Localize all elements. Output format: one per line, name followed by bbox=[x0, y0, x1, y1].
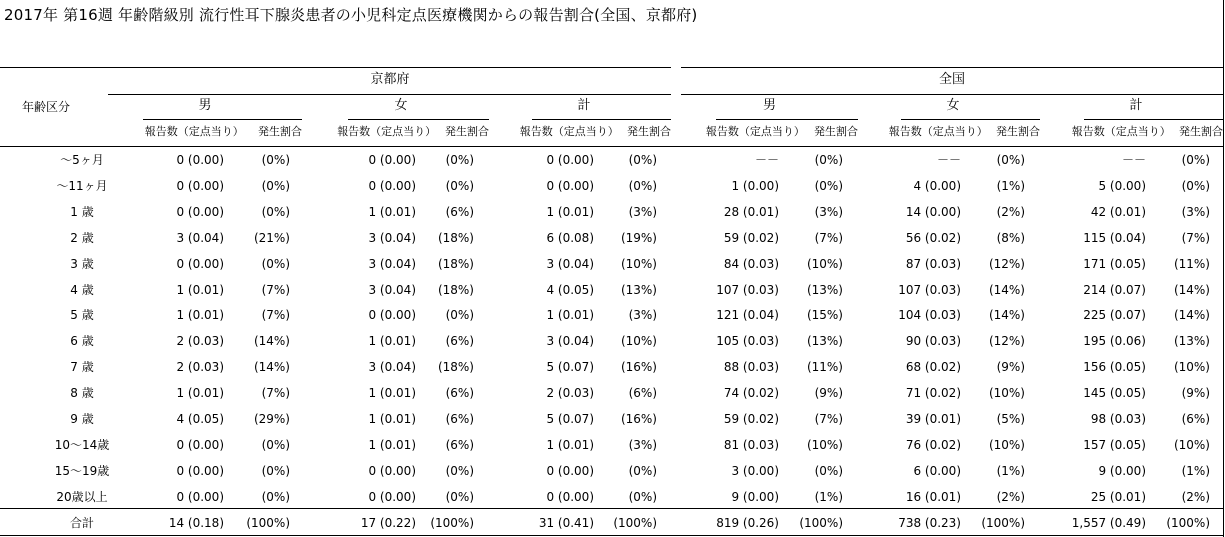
rule-sex-kyoto-0 bbox=[143, 119, 302, 120]
table-row-10-rate-kyoto-0: (29%) bbox=[253, 412, 290, 426]
sex-header-kyoto-2: 計 bbox=[577, 98, 591, 113]
region-header-kyoto: 京都府 bbox=[370, 72, 410, 87]
table-row-0-count-kyoto-2: 0 (0.00) bbox=[546, 153, 594, 167]
table-row-13-rate-national-2: (2%) bbox=[1181, 489, 1210, 504]
table-row-3-rate-national-0: (7%) bbox=[814, 230, 843, 245]
table-row-11-rate-kyoto-1: (6%) bbox=[445, 437, 474, 452]
table-row-total-rate-national-1: (100%) bbox=[981, 516, 1025, 530]
rule-sex-kyoto-2 bbox=[532, 119, 671, 120]
table-row-11-count-kyoto-0: 0 (0.00) bbox=[176, 437, 224, 452]
table-row-13-rate-national-0: (1%) bbox=[814, 489, 843, 504]
table-row-2-rate-kyoto-2: (3%) bbox=[628, 204, 657, 219]
rule-top-kyoto bbox=[0, 67, 671, 68]
table-row-9-count-national-0: 74 (0.02) bbox=[723, 386, 779, 401]
table-row-13-rate-kyoto-2: (0%) bbox=[628, 489, 657, 504]
table-row-10-count-kyoto-0: 4 (0.05) bbox=[176, 412, 224, 426]
table-row-6-count-kyoto-1: 0 (0.00) bbox=[368, 308, 416, 323]
table-row-5-rate-kyoto-1: (18%) bbox=[437, 282, 474, 297]
table-row-3-count-national-2: 115 (0.04) bbox=[1083, 230, 1146, 245]
table-row-6-count-national-0: 121 (0.04) bbox=[716, 308, 779, 323]
rule-sex-kyoto-1 bbox=[348, 119, 489, 120]
table-row-10-rate-kyoto-2: (16%) bbox=[620, 412, 657, 426]
table-row-0-count-national-2: －－ bbox=[1121, 153, 1146, 167]
subheader-count-kyoto-0: 報告数（定点当り） bbox=[144, 125, 244, 138]
table-row-total-count-kyoto-2: 31 (0.41) bbox=[538, 516, 594, 530]
table-row-4-count-kyoto-0: 0 (0.00) bbox=[176, 256, 224, 271]
table-row-3-count-national-1: 56 (0.02) bbox=[905, 230, 961, 245]
table-row-6-rate-kyoto-1: (0%) bbox=[445, 308, 474, 323]
subheader-rate-national-1: 発生割合 bbox=[996, 125, 1040, 138]
table-row-12-count-national-2: 9 (0.00) bbox=[1098, 463, 1146, 478]
table-row-8-count-kyoto-0: 2 (0.03) bbox=[176, 360, 224, 375]
table-row-8-count-kyoto-2: 5 (0.07) bbox=[546, 360, 594, 375]
table-row-7-age: 6 歳 bbox=[70, 334, 94, 349]
table-row-0-rate-national-2: (0%) bbox=[1181, 153, 1210, 167]
table-row-4-count-national-0: 84 (0.03) bbox=[723, 256, 779, 271]
table-row-total-rate-national-2: (100%) bbox=[1166, 516, 1210, 530]
subheader-count-national-2: 報告数（定点当り） bbox=[1071, 125, 1171, 138]
table-row-2-count-kyoto-0: 0 (0.00) bbox=[176, 204, 224, 219]
subheader-rate-national-2: 発生割合 bbox=[1179, 125, 1223, 138]
table-row-2-count-kyoto-2: 1 (0.01) bbox=[546, 204, 594, 219]
table-row-1-rate-national-0: (0%) bbox=[814, 178, 843, 193]
table-row-1-rate-kyoto-0: (0%) bbox=[261, 178, 290, 193]
table-row-11-rate-national-0: (10%) bbox=[806, 437, 843, 452]
table-row-4-age: 3 歳 bbox=[70, 256, 94, 271]
table-row-12-rate-kyoto-1: (0%) bbox=[445, 463, 474, 478]
table-row-0-age: ～5ヶ月 bbox=[60, 153, 104, 167]
region-header-national: 全国 bbox=[938, 72, 966, 87]
table-row-0-rate-kyoto-0: (0%) bbox=[261, 153, 290, 167]
table-row-4-rate-kyoto-2: (10%) bbox=[620, 256, 657, 271]
table-row-3-count-national-0: 59 (0.02) bbox=[723, 230, 779, 245]
table-row-11-count-national-0: 81 (0.03) bbox=[723, 437, 779, 452]
table-row-3-rate-national-2: (7%) bbox=[1181, 230, 1210, 245]
table-row-12-count-kyoto-2: 0 (0.00) bbox=[546, 463, 594, 478]
table-row-10-count-kyoto-2: 5 (0.07) bbox=[546, 412, 594, 426]
table-row-9-count-kyoto-0: 1 (0.01) bbox=[176, 386, 224, 401]
table-row-11-rate-national-1: (10%) bbox=[988, 437, 1025, 452]
table-row-9-count-national-1: 71 (0.02) bbox=[905, 386, 961, 401]
table-row-12-rate-national-0: (0%) bbox=[814, 463, 843, 478]
row-header-age: 年齢区分 bbox=[21, 100, 71, 114]
subheader-rate-kyoto-1: 発生割合 bbox=[445, 125, 489, 138]
table-row-0-rate-national-0: (0%) bbox=[814, 153, 843, 167]
table-row-0-rate-kyoto-1: (0%) bbox=[445, 153, 474, 167]
table-row-1-count-kyoto-1: 0 (0.00) bbox=[368, 178, 416, 193]
table-row-10-rate-kyoto-1: (6%) bbox=[445, 412, 474, 426]
table-row-10-age: 9 歳 bbox=[70, 412, 94, 426]
table-row-10-rate-national-2: (6%) bbox=[1181, 412, 1210, 426]
table-row-5-count-kyoto-2: 4 (0.05) bbox=[546, 282, 594, 297]
table-row-12-count-national-1: 6 (0.00) bbox=[913, 463, 961, 478]
table-row-9-rate-national-2: (9%) bbox=[1181, 386, 1210, 401]
rule-sex-national-4 bbox=[901, 119, 1040, 120]
rule-region-national bbox=[681, 94, 1223, 95]
table-row-2-rate-kyoto-1: (6%) bbox=[445, 204, 474, 219]
table-row-6-rate-kyoto-2: (3%) bbox=[628, 308, 657, 323]
table-row-4-rate-national-2: (11%) bbox=[1173, 256, 1210, 271]
table-row-5-count-kyoto-0: 1 (0.01) bbox=[176, 282, 224, 297]
table-row-5-rate-national-0: (13%) bbox=[806, 282, 843, 297]
table-row-13-age: 20歳以上 bbox=[56, 489, 108, 504]
rule-sex-national-3 bbox=[716, 119, 858, 120]
table-row-7-count-kyoto-0: 2 (0.03) bbox=[176, 334, 224, 349]
table-row-9-rate-national-0: (9%) bbox=[814, 386, 843, 401]
sex-header-kyoto-0: 男 bbox=[198, 98, 212, 113]
table-row-4-rate-national-0: (10%) bbox=[806, 256, 843, 271]
rule-total-top bbox=[0, 508, 1223, 509]
table-row-5-rate-national-2: (14%) bbox=[1173, 282, 1210, 297]
table-row-8-rate-national-2: (10%) bbox=[1173, 360, 1210, 375]
table-row-12-count-kyoto-1: 0 (0.00) bbox=[368, 463, 416, 478]
right-border bbox=[1223, 0, 1224, 537]
table-row-5-age: 4 歳 bbox=[70, 282, 94, 297]
table-row-4-rate-national-1: (12%) bbox=[988, 256, 1025, 271]
table-row-total-rate-kyoto-2: (100%) bbox=[613, 516, 657, 530]
table-row-8-count-national-1: 68 (0.02) bbox=[905, 360, 961, 375]
table-row-total-rate-kyoto-0: (100%) bbox=[246, 516, 290, 530]
table-row-2-rate-national-2: (3%) bbox=[1181, 204, 1210, 219]
table-row-total-count-kyoto-1: 17 (0.22) bbox=[360, 516, 416, 530]
table-row-7-count-kyoto-1: 1 (0.01) bbox=[368, 334, 416, 349]
table-row-4-rate-kyoto-0: (0%) bbox=[261, 256, 290, 271]
table-row-12-age: 15～19歳 bbox=[54, 463, 110, 478]
table-row-5-rate-kyoto-2: (13%) bbox=[620, 282, 657, 297]
table-row-13-rate-national-1: (2%) bbox=[996, 489, 1025, 504]
table-row-13-rate-kyoto-1: (0%) bbox=[445, 489, 474, 504]
table-row-8-rate-kyoto-0: (14%) bbox=[253, 360, 290, 375]
table-row-9-age: 8 歳 bbox=[70, 386, 94, 401]
table-row-5-count-national-1: 107 (0.03) bbox=[898, 282, 961, 297]
subheader-count-national-1: 報告数（定点当り） bbox=[888, 125, 988, 138]
table-row-9-rate-kyoto-1: (6%) bbox=[445, 386, 474, 401]
table-row-1-count-kyoto-0: 0 (0.00) bbox=[176, 178, 224, 193]
table-row-2-count-national-0: 28 (0.01) bbox=[723, 204, 779, 219]
table-row-total-count-national-0: 819 (0.26) bbox=[716, 516, 779, 530]
table-row-8-count-kyoto-1: 3 (0.04) bbox=[368, 360, 416, 375]
table-row-7-rate-national-1: (12%) bbox=[988, 334, 1025, 349]
table-row-6-count-national-1: 104 (0.03) bbox=[898, 308, 961, 323]
table-row-7-rate-national-0: (13%) bbox=[806, 334, 843, 349]
table-row-7-count-national-0: 105 (0.03) bbox=[716, 334, 779, 349]
table-row-0-count-kyoto-1: 0 (0.00) bbox=[368, 153, 416, 167]
table-row-3-rate-national-1: (8%) bbox=[996, 230, 1025, 245]
table-row-1-count-national-2: 5 (0.00) bbox=[1098, 178, 1146, 193]
table-row-9-rate-kyoto-2: (6%) bbox=[628, 386, 657, 401]
sex-header-national-1: 女 bbox=[946, 98, 960, 113]
table-row-7-rate-national-2: (13%) bbox=[1173, 334, 1210, 349]
table-row-11-count-national-2: 157 (0.05) bbox=[1083, 437, 1146, 452]
table-row-7-count-kyoto-2: 3 (0.04) bbox=[546, 334, 594, 349]
table-row-8-count-national-2: 156 (0.05) bbox=[1083, 360, 1146, 375]
table-row-3-age: 2 歳 bbox=[70, 230, 94, 245]
subheader-count-kyoto-1: 報告数（定点当り） bbox=[337, 125, 437, 138]
table-row-12-count-national-0: 3 (0.00) bbox=[731, 463, 779, 478]
table-row-7-count-national-2: 195 (0.06) bbox=[1083, 334, 1146, 349]
table-row-6-age: 5 歳 bbox=[70, 308, 94, 323]
subheader-rate-kyoto-2: 発生割合 bbox=[627, 125, 671, 138]
table-row-6-rate-national-2: (14%) bbox=[1173, 308, 1210, 323]
table-row-13-rate-kyoto-0: (0%) bbox=[261, 489, 290, 504]
table-row-5-count-national-2: 214 (0.07) bbox=[1083, 282, 1146, 297]
table-row-10-count-national-2: 98 (0.03) bbox=[1090, 412, 1146, 426]
table-row-5-count-national-0: 107 (0.03) bbox=[716, 282, 779, 297]
table-row-9-count-kyoto-2: 2 (0.03) bbox=[546, 386, 594, 401]
table-row-13-count-kyoto-2: 0 (0.00) bbox=[546, 489, 594, 504]
table-row-11-age: 10～14歳 bbox=[54, 437, 110, 452]
rule-region-kyoto bbox=[108, 94, 671, 95]
sex-header-national-0: 男 bbox=[762, 98, 777, 113]
table-row-6-count-national-2: 225 (0.07) bbox=[1083, 308, 1146, 323]
table-row-3-rate-kyoto-1: (18%) bbox=[437, 230, 474, 245]
table-row-13-count-national-1: 16 (0.01) bbox=[905, 489, 961, 504]
table-row-3-count-kyoto-1: 3 (0.04) bbox=[368, 230, 416, 245]
table-row-3-rate-kyoto-0: (21%) bbox=[253, 230, 290, 245]
table-row-9-count-kyoto-1: 1 (0.01) bbox=[368, 386, 416, 401]
rule-header-bottom bbox=[0, 146, 1223, 147]
subheader-count-kyoto-2: 報告数（定点当り） bbox=[519, 125, 619, 138]
table-row-12-count-kyoto-0: 0 (0.00) bbox=[176, 463, 224, 478]
table-row-13-count-kyoto-1: 0 (0.00) bbox=[368, 489, 416, 504]
table-row-1-count-national-0: 1 (0.00) bbox=[731, 178, 779, 193]
table-row-12-rate-kyoto-2: (0%) bbox=[628, 463, 657, 478]
table-row-13-count-national-2: 25 (0.01) bbox=[1090, 489, 1146, 504]
table-row-8-rate-kyoto-2: (16%) bbox=[620, 360, 657, 375]
table-row-13-count-national-0: 9 (0.00) bbox=[731, 489, 779, 504]
subheader-rate-national-0: 発生割合 bbox=[814, 125, 858, 138]
table-row-1-rate-national-2: (0%) bbox=[1181, 178, 1210, 193]
table-row-0-rate-national-1: (0%) bbox=[996, 153, 1025, 167]
table-row-8-rate-kyoto-1: (18%) bbox=[437, 360, 474, 375]
table-row-11-count-national-1: 76 (0.02) bbox=[905, 437, 961, 452]
table-row-8-rate-national-0: (11%) bbox=[806, 360, 843, 375]
table-row-4-count-kyoto-2: 3 (0.04) bbox=[546, 256, 594, 271]
table-row-10-count-national-0: 59 (0.02) bbox=[723, 412, 779, 426]
table-row-2-count-national-2: 42 (0.01) bbox=[1090, 204, 1146, 219]
table-row-1-rate-kyoto-2: (0%) bbox=[628, 178, 657, 193]
table-row-10-rate-national-0: (7%) bbox=[814, 412, 843, 426]
rule-bottom bbox=[0, 535, 1223, 536]
table-row-9-count-national-2: 145 (0.05) bbox=[1083, 386, 1146, 401]
table-row-7-count-national-1: 90 (0.03) bbox=[905, 334, 961, 349]
table-row-11-count-kyoto-2: 1 (0.01) bbox=[546, 437, 594, 452]
table-row-2-count-kyoto-1: 1 (0.01) bbox=[368, 204, 416, 219]
subheader-rate-kyoto-0: 発生割合 bbox=[258, 125, 302, 138]
table-row-6-count-kyoto-2: 1 (0.01) bbox=[546, 308, 594, 323]
table-row-4-count-national-2: 171 (0.05) bbox=[1083, 256, 1146, 271]
table-row-13-count-kyoto-0: 0 (0.00) bbox=[176, 489, 224, 504]
table-row-11-count-kyoto-1: 1 (0.01) bbox=[368, 437, 416, 452]
table-row-4-count-kyoto-1: 3 (0.04) bbox=[368, 256, 416, 271]
table-row-11-rate-national-2: (10%) bbox=[1173, 437, 1210, 452]
table-row-total-rate-national-0: (100%) bbox=[799, 516, 843, 530]
table-row-6-rate-kyoto-0: (7%) bbox=[261, 308, 290, 323]
table-row-11-rate-kyoto-0: (0%) bbox=[261, 437, 290, 452]
table-row-11-rate-kyoto-2: (3%) bbox=[628, 437, 657, 452]
table-row-3-count-kyoto-0: 3 (0.04) bbox=[176, 230, 224, 245]
table-row-8-rate-national-1: (9%) bbox=[996, 360, 1025, 375]
table-row-10-count-kyoto-1: 1 (0.01) bbox=[368, 412, 416, 426]
table-row-7-rate-kyoto-2: (10%) bbox=[620, 334, 657, 349]
table-row-2-rate-national-0: (3%) bbox=[814, 204, 843, 219]
table-row-total-count-national-1: 738 (0.23) bbox=[898, 516, 961, 530]
subheader-count-national-0: 報告数（定点当り） bbox=[705, 125, 805, 138]
table-row-12-rate-national-2: (1%) bbox=[1181, 463, 1210, 478]
table-row-1-count-national-1: 4 (0.00) bbox=[913, 178, 961, 193]
table-row-7-rate-kyoto-1: (6%) bbox=[445, 334, 474, 349]
table-row-total-rate-kyoto-1: (100%) bbox=[430, 516, 474, 530]
table-row-1-rate-kyoto-1: (0%) bbox=[445, 178, 474, 193]
rule-top-national bbox=[681, 67, 1223, 68]
table-row-8-count-national-0: 88 (0.03) bbox=[723, 360, 779, 375]
table-row-12-rate-kyoto-0: (0%) bbox=[261, 463, 290, 478]
table-row-6-count-kyoto-0: 1 (0.01) bbox=[176, 308, 224, 323]
sex-header-kyoto-1: 女 bbox=[394, 98, 408, 113]
table-row-10-rate-national-1: (5%) bbox=[996, 412, 1025, 426]
table-row-8-age: 7 歳 bbox=[70, 360, 94, 375]
table-row-4-rate-kyoto-1: (18%) bbox=[437, 256, 474, 271]
table-row-0-count-national-0: －－ bbox=[754, 153, 779, 167]
rule-sex-national-5 bbox=[1084, 119, 1223, 120]
table-row-2-rate-national-1: (2%) bbox=[996, 204, 1025, 219]
table-row-1-rate-national-1: (1%) bbox=[996, 178, 1025, 193]
table-row-4-count-national-1: 87 (0.03) bbox=[905, 256, 961, 271]
table-row-2-count-national-1: 14 (0.00) bbox=[905, 204, 961, 219]
table-row-10-count-national-1: 39 (0.01) bbox=[905, 412, 961, 426]
table-row-5-rate-kyoto-0: (7%) bbox=[261, 282, 290, 297]
table-row-9-rate-kyoto-0: (7%) bbox=[261, 386, 290, 401]
table-row-1-age: ～11ヶ月 bbox=[56, 178, 108, 193]
table-row-6-rate-national-1: (14%) bbox=[988, 308, 1025, 323]
table-row-0-count-national-1: －－ bbox=[936, 153, 961, 167]
table-row-total-count-kyoto-0: 14 (0.18) bbox=[168, 516, 224, 530]
table-row-2-age: 1 歳 bbox=[70, 204, 94, 219]
table-row-1-count-kyoto-2: 0 (0.00) bbox=[546, 178, 594, 193]
table-row-7-rate-kyoto-0: (14%) bbox=[253, 334, 290, 349]
table-row-12-rate-national-1: (1%) bbox=[996, 463, 1025, 478]
table-row-3-count-kyoto-2: 6 (0.08) bbox=[546, 230, 594, 245]
table-row-6-rate-national-0: (15%) bbox=[806, 308, 843, 323]
table-row-total-age: 合計 bbox=[69, 516, 95, 530]
table-row-5-rate-national-1: (14%) bbox=[988, 282, 1025, 297]
table-row-total-count-national-2: 1,557 (0.49) bbox=[1071, 516, 1146, 530]
table-row-5-count-kyoto-1: 3 (0.04) bbox=[368, 282, 416, 297]
table-row-0-rate-kyoto-2: (0%) bbox=[628, 153, 657, 167]
table-row-9-rate-national-1: (10%) bbox=[988, 386, 1025, 401]
table-row-3-rate-kyoto-2: (19%) bbox=[620, 230, 657, 245]
page-title: 2017年 第16週 年齢階級別 流行性耳下腺炎患者の小児科定点医療機関からの報告割合(全国、京都府) bbox=[4, 6, 698, 24]
table-row-0-count-kyoto-0: 0 (0.00) bbox=[176, 153, 224, 167]
table-row-2-rate-kyoto-0: (0%) bbox=[261, 204, 290, 219]
sex-header-national-2: 計 bbox=[1129, 98, 1143, 113]
